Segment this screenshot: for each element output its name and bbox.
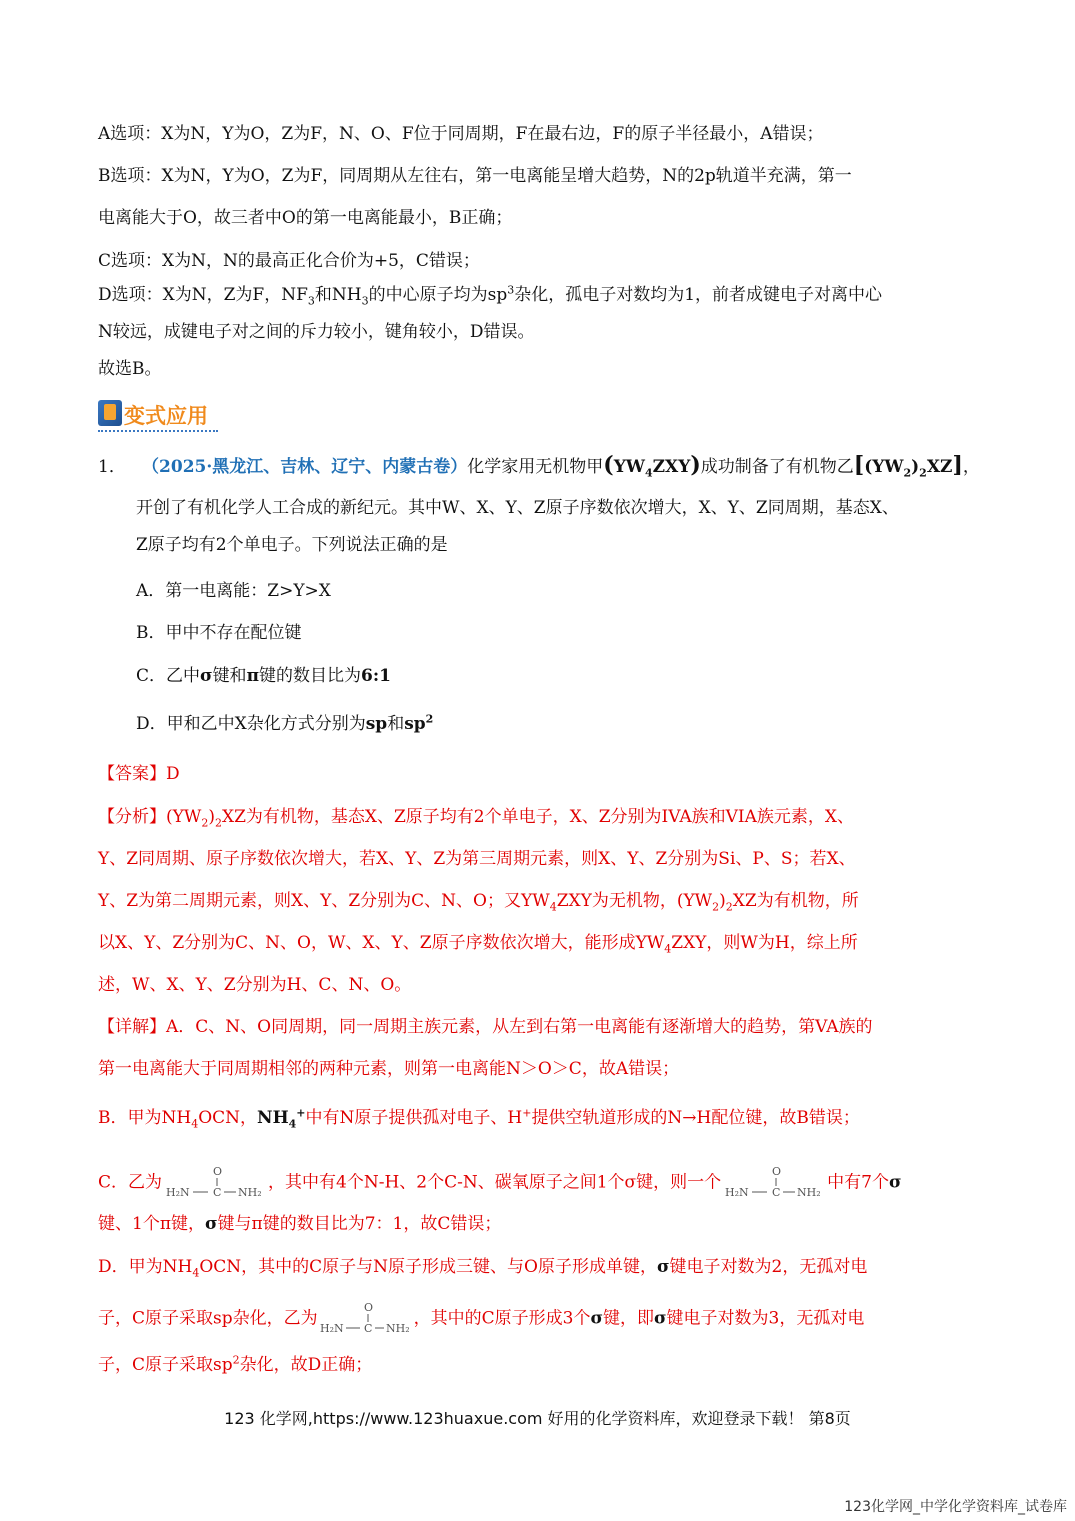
section-underline — [98, 430, 218, 432]
answer-value: D — [166, 764, 180, 784]
detail-option-b-line2: 电离能大于O，故三者中O的第一电离能最小，B正确； — [98, 208, 513, 228]
svg-text:O: O — [772, 1165, 782, 1178]
choose-answer: 故选B。 — [98, 359, 162, 379]
detail-option-a: A选项：X为N，Y为O，Z为F，N、O、F位于同周期，F在最右边，F的原子半径最小，A错误； — [98, 124, 824, 144]
detail-option-d-line2: N较远，成键电子对之间的斥力较小，键角较小，D错误。 — [98, 322, 535, 342]
page-footer: 123 化学网,https://www.123huaxue.com 好用的化学资料库，欢迎登录下载！ 第8页 — [224, 1409, 851, 1428]
svg-text:NH₂: NH₂ — [385, 1322, 410, 1335]
analysis-line4: 以X、Y、Z分别为C、N、O，W、X、Y、Z原子序数依次增大，能形成$YW_4ZXY$，则W为H，综上所 — [98, 933, 858, 956]
section-header — [98, 398, 218, 432]
svg-text:O: O — [213, 1165, 223, 1178]
svg-text:NH₂: NH₂ — [238, 1186, 262, 1199]
svg-text:H₂N: H₂N — [319, 1322, 344, 1335]
svg-text:H₂N: H₂N — [725, 1186, 749, 1199]
detail-line-c: C．乙为 O H₂N C NH₂ ，其中有4个N-H、2个C-N、碳氧原子之间1个σ键，则一个 O H₂N C NH₂ 中有7个σ — [98, 1164, 902, 1202]
urea-structure-3 — [320, 1300, 412, 1338]
option-d: D．甲和乙中X杂化方式分别为sp和$sp^2$ — [136, 712, 434, 734]
option-c: C．乙中σ键和π键的数目比为6:1 — [136, 666, 391, 686]
analysis-line5: 述，W、X、Y、Z分别为H、C、N、O。 — [98, 975, 412, 995]
detail-option-d-line1: D选项：X为N，Z为F，$NF_3$和$NH_3$的中心原子均为$sp^3$杂化，孤电子对数均为1，前者成键电子对离中心 — [98, 283, 883, 308]
svg-text:NH₂: NH₂ — [797, 1186, 821, 1199]
detail-line1: 【详解】A．C、N、O同周期，同一周期主族元素，从左到右第一电离能有逐渐增大的趋势，第VA族的 — [98, 1017, 873, 1037]
analysis-line1: 【分析】$(YW_2)_2XZ$为有机物，基态X、Z原子均有2个单电子，X、Z分别为IVA族和VIA族元素，X、 — [98, 807, 855, 830]
detail-line-b: B．甲为$NH_4OCN$，$NH_4^+$中有N原子提供孤对电子、H+提供空轨道形成的N→H配位键，故B错误； — [98, 1106, 860, 1131]
urea-structure-1 — [164, 1164, 266, 1202]
analysis-line2: Y、Z同周期、原子序数依次增大，若X、Y、Z为第三周期元素，则X、Y、Z分别为Si、P、S；若X、 — [98, 849, 856, 869]
detail-line2: 第一电离能大于同周期相邻的两种元素，则第一电离能N＞O＞C，故A错误； — [98, 1059, 680, 1079]
watermark: 123化学网_中学化学资料库_试卷库 — [844, 1499, 1067, 1515]
detail-line-d2: 子，C原子采取sp杂化，乙为 O H₂N C NH₂ ，其中的C原子形成3个σ键，即σ键电子对数为3，无孤对电 — [98, 1300, 864, 1338]
book-icon — [98, 400, 122, 426]
detail-line-c2: 键、1个π键，σ键与π键的数目比为7：1，故C错误； — [98, 1214, 502, 1234]
svg-text:O: O — [363, 1301, 373, 1314]
detail-line-d3: 子，C原子采取$sp^2$杂化，故D正确； — [98, 1353, 373, 1375]
question-source: （2025·黑龙江、吉林、辽宁、内蒙古卷） — [142, 457, 468, 477]
detail-line-d1: D．甲为$NH_4OCN$，其中的C原子与N原子形成三键、与O原子形成单键，σ键电子对数为2，无孤对电 — [98, 1257, 868, 1280]
question-line1: 1． （2025·黑龙江、吉林、辽宁、内蒙古卷）化学家用无机物甲$(YW_4ZXY)$成功制备了有机物乙$[(YW_2)_2XZ]$， — [98, 452, 980, 480]
question-line3: Z原子均有2个单电子。下列说法正确的是 — [136, 535, 448, 555]
svg-text:C: C — [363, 1322, 373, 1335]
option-a: A．第一电离能：Z>Y>X — [136, 581, 331, 601]
analysis-line3: Y、Z为第二周期元素，则X、Y、Z分别为C、N、O；又$YW_4ZXY$为无机物，$(YW_2)_2XZ$为有机物，所 — [98, 891, 859, 914]
svg-text:C: C — [772, 1186, 781, 1199]
section-title: 变式应用 — [124, 404, 208, 428]
detail-option-b-line1: B选项：X为N，Y为O，Z为F，同周期从左往右，第一电离能呈增大趋势，N的2p轨道半充满，第一 — [98, 166, 852, 186]
detail-option-c: C选项：X为N，N的最高正化合价为+5，C错误； — [98, 251, 480, 271]
svg-text:H₂N: H₂N — [166, 1186, 190, 1199]
urea-structure-2 — [723, 1164, 825, 1202]
question-line2: 开创了有机化学人工合成的新纪元。其中W、X、Y、Z原子序数依次增大，X、Y、Z同周期，基态X、 — [136, 498, 899, 518]
option-b: B．甲中不存在配位键 — [136, 623, 302, 643]
svg-text:C: C — [213, 1186, 222, 1199]
answer-line: 【答案】D — [98, 764, 180, 784]
